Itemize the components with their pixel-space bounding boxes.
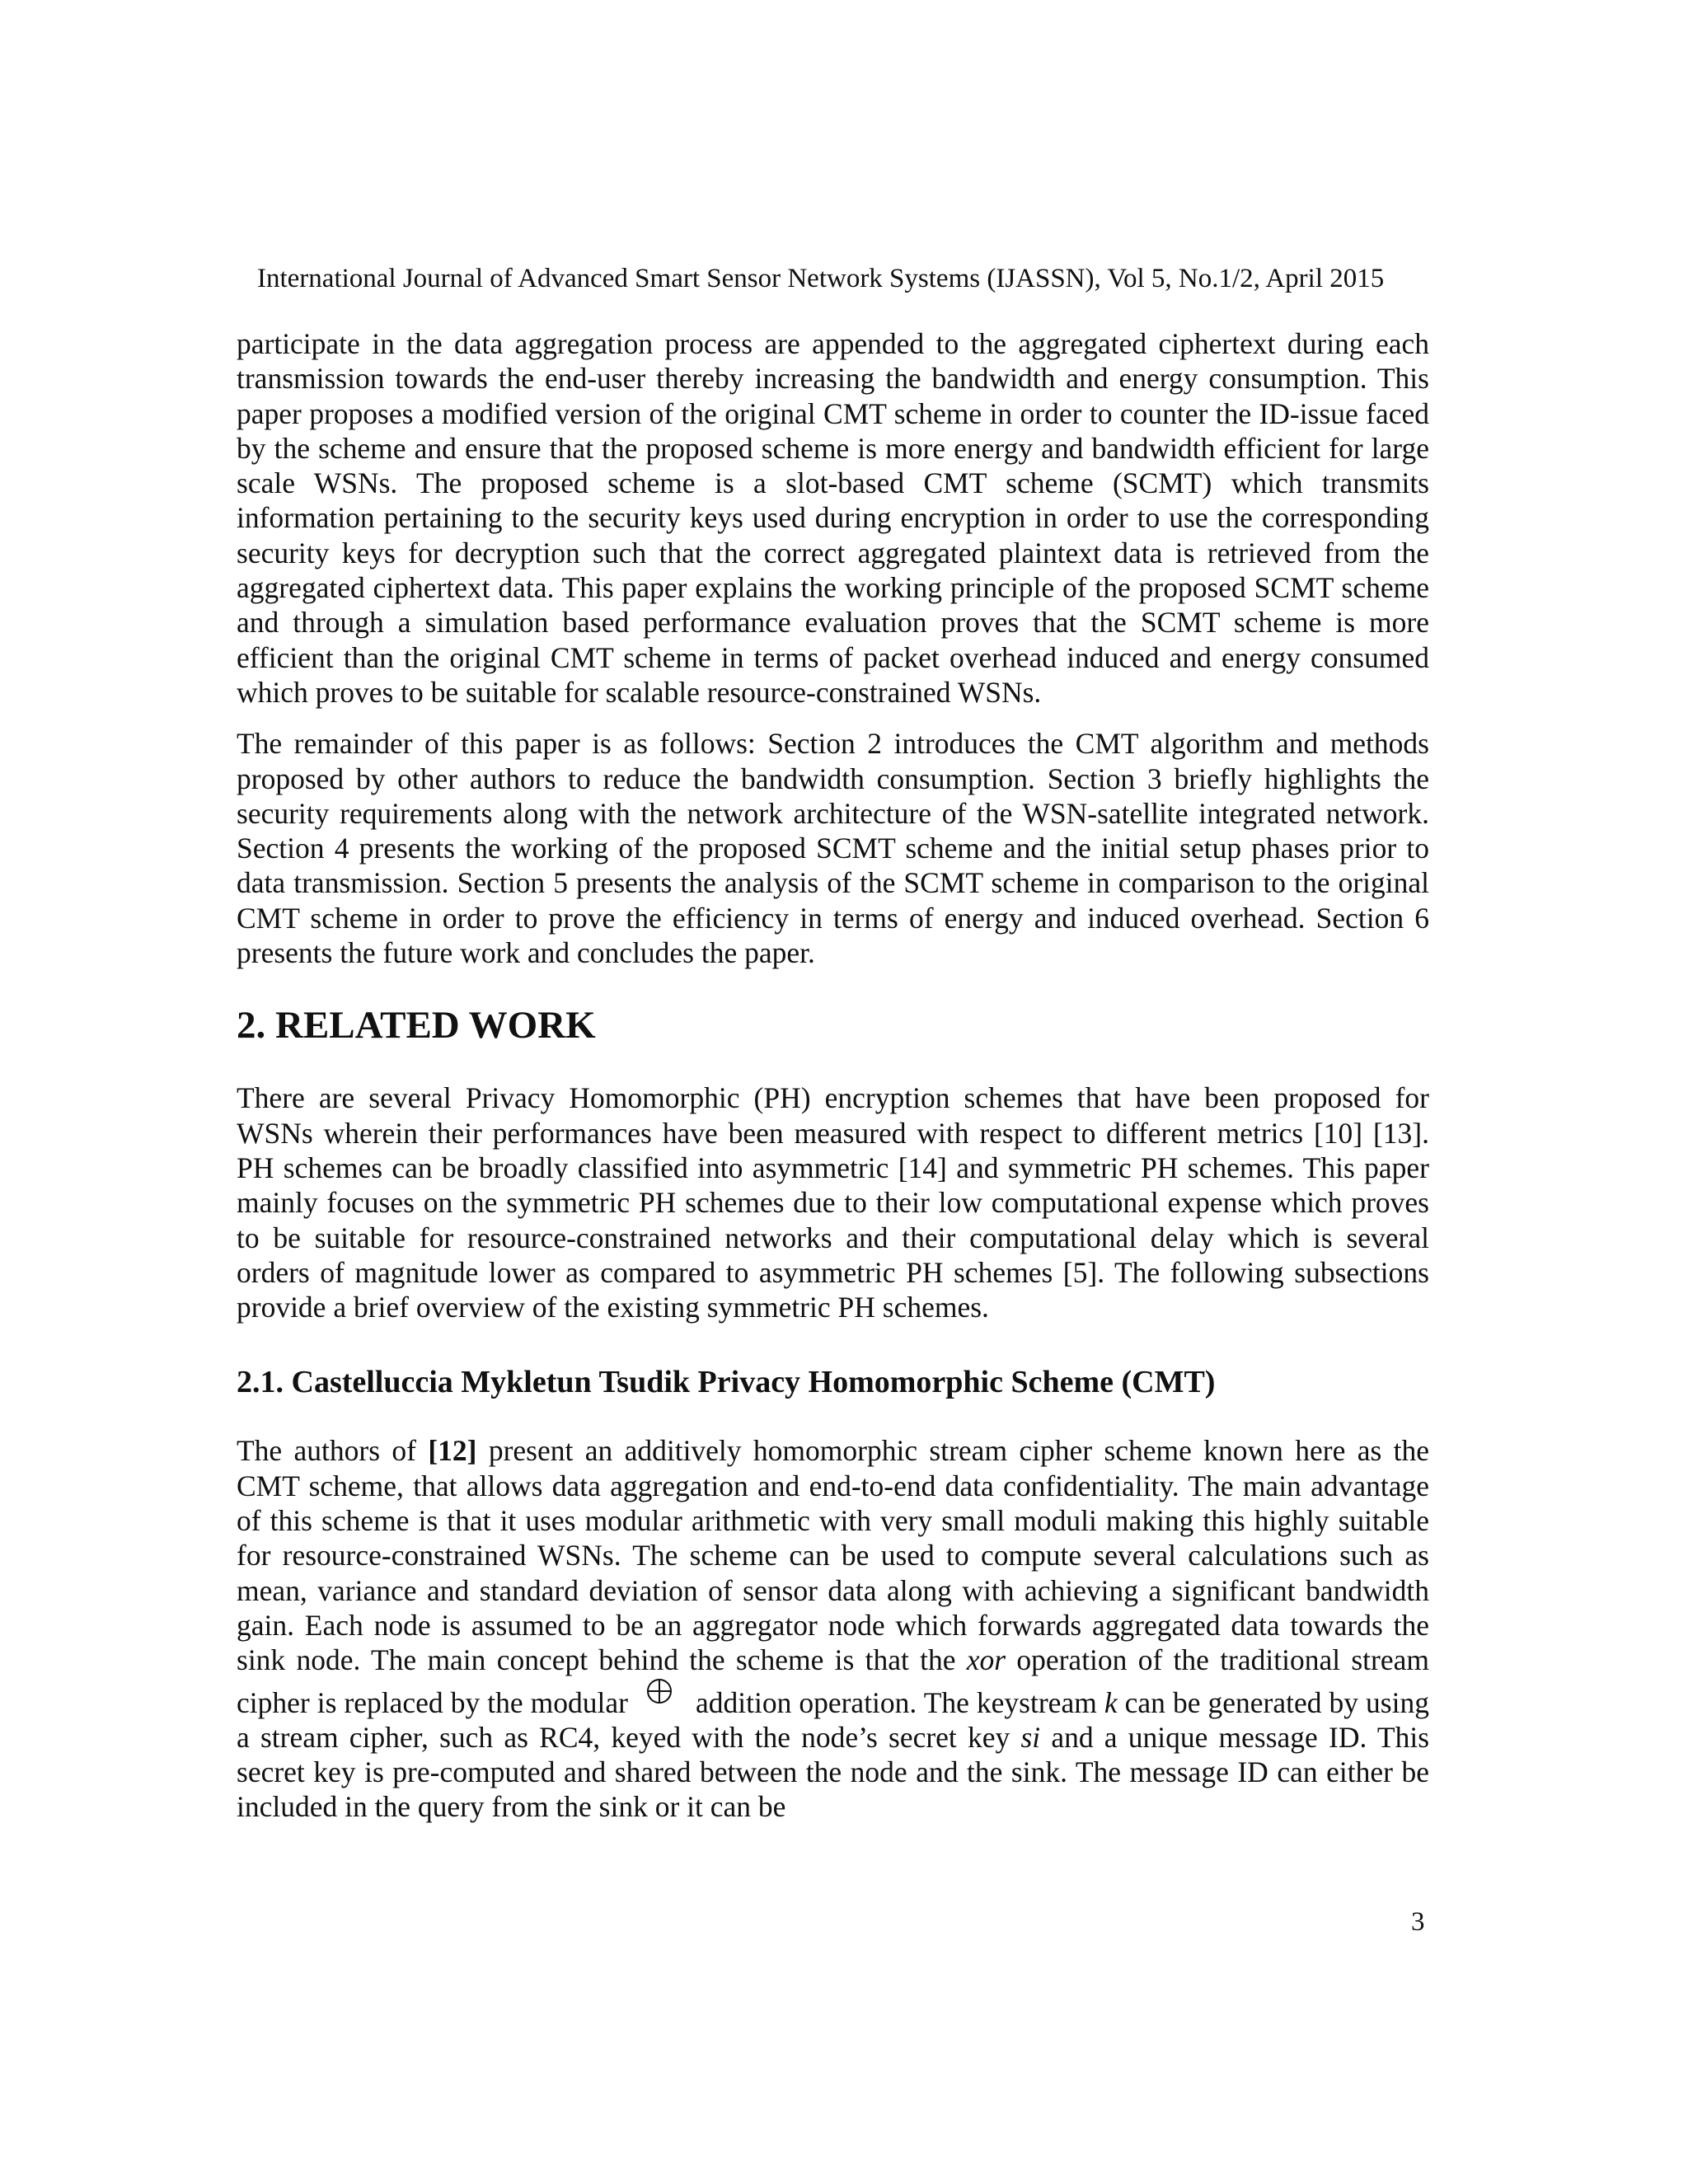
page-body (237, 326, 1429, 1825)
cmt-paragraph (237, 1433, 1429, 1824)
subsection-heading-cmt: 2.1. Castelluccia Mykletun Tsudik Privacy Homomorphic Scheme (CMT) (237, 1365, 1216, 1400)
keystream-k: k (1104, 1685, 1118, 1719)
running-header: International Journal of Advanced Smart Sensor Network Systems (IJASSN), Vol 5, No.1/2, April 2015 (257, 264, 1385, 293)
page-number: 3 (1411, 1907, 1425, 1937)
cmt-text-b: operation of the traditional stream cipher is replaced by the modular (237, 1643, 1429, 1719)
body-paragraph-2: The remainder of this paper is as follows: Section 2 introduces the CMT algorithm and methods proposed by other authors to reduce the bandwidth consumption. Section 3 briefly highlights the security requirements along with the network architecture of the WSN-satellite integrated network. Section 4 presents the working of the proposed SCMT scheme and the initial setup phases prior to data transmission. Section 5 presents the analysis of the SCMT scheme in comparison to the original CMT scheme in order to prove the efficiency in terms of energy and induced overhead. Section 6 presents the future work and concludes the paper. (237, 727, 1429, 970)
xor-term: xor (966, 1643, 1006, 1677)
oplus-icon (646, 1678, 673, 1704)
cmt-text-start: The authors of (237, 1434, 429, 1468)
section-heading-related-work: 2. RELATED WORK (237, 1004, 596, 1047)
secret-key-si: si (1020, 1720, 1041, 1754)
cmt-text-c: addition operation. The keystream (695, 1685, 1104, 1719)
cmt-text-d: can be generated by using a stream cipher, such as RC4, keyed with the node’s secret key (237, 1685, 1429, 1754)
cmt-text-e: and a unique message ID. This secret key is pre-computed and shared between the node and the sink. The message ID can either be included in the query from the sink or it can be (237, 1720, 1430, 1824)
cmt-text-a: present an additively homomorphic stream cipher scheme known here as the CMT scheme, that allows data aggregation and end-to-end data confidentiality. The main advantage of this scheme is that it uses modular arithmetic with very small moduli making this highly suitable for resource-constrained WSNs. The scheme can be used to compute several calculations such as mean, variance and standard deviation of sensor data along with achieving a significant bandwidth gain. Each node is assumed to be an aggregator node which forwards aggregated data towards the sink node. The main concept behind the scheme is that the (237, 1434, 1429, 1677)
citation-12: [12] (428, 1434, 477, 1468)
related-work-paragraph: There are several Privacy Homomorphic (PH) encryption schemes that have been proposed for WSNs wherein their performances have been measured with respect to different metrics [10] [13]. PH schemes can be broadly classified into asymmetric [14] and symmetric PH schemes. This paper mainly focuses on the symmetric PH schemes due to their low computational expense which proves to be suitable for resource-constrained networks and their computational delay which is several orders of magnitude lower as compared to asymmetric PH schemes [5]. The following subsections provide a brief overview of the existing symmetric PH schemes. (237, 1081, 1429, 1324)
body-paragraph-1: participate in the data aggregation process are appended to the aggregated ciphertext during each transmission towards the end-user thereby increasing the bandwidth and energy consumption. This paper proposes a modified version of the original CMT scheme in order to counter the ID-issue faced by the scheme and ensure that the proposed scheme is more energy and bandwidth efficient for large scale WSNs. The proposed scheme is a slot-based CMT scheme (SCMT) which transmits information pertaining to the security keys used during encryption in order to use the corresponding security keys for decryption such that the correct aggregated plaintext data is retrieved from the aggregated ciphertext data. This paper explains the working principle of the proposed SCMT scheme and through a simulation based performance evaluation proves that the SCMT scheme is more efficient than the original CMT scheme in terms of packet overhead induced and energy consumed which proves to be suitable for scalable resource-constrained WSNs. (237, 327, 1429, 709)
